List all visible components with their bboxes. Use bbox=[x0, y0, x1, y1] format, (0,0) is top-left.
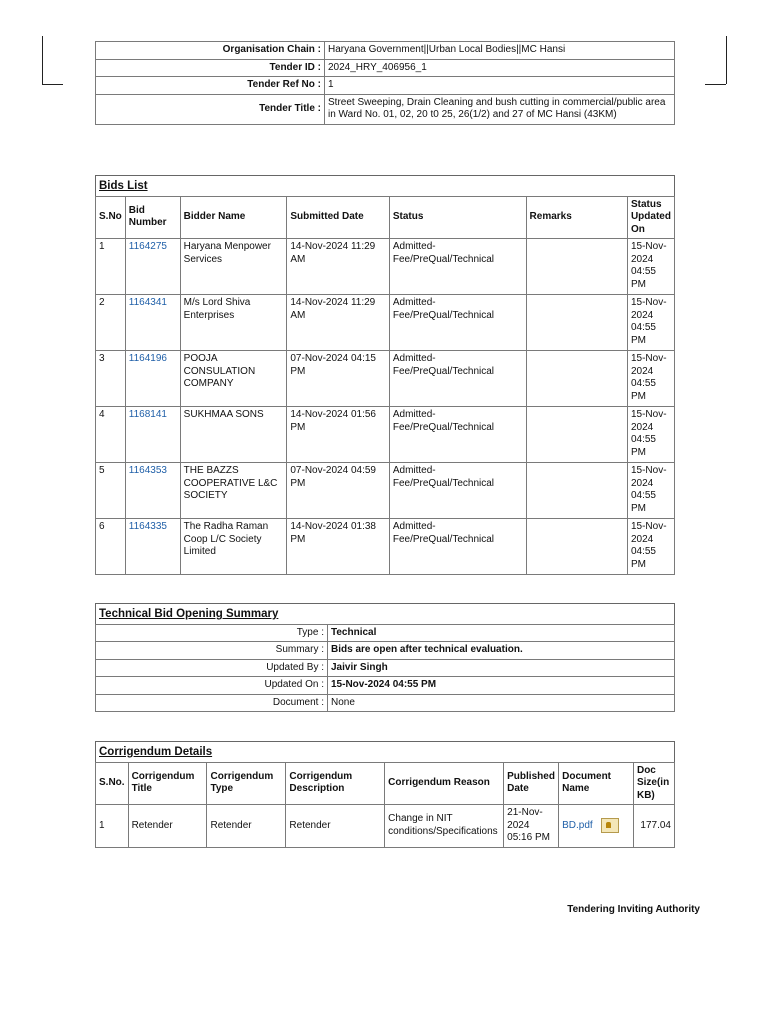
corr-description: Retender bbox=[286, 805, 385, 848]
col-bidder-name: Bidder Name bbox=[180, 196, 287, 239]
table-row bbox=[96, 295, 675, 351]
corr-doc-size: 177.04 bbox=[633, 805, 674, 848]
bid-status: Admitted-Fee/PreQual/Technical bbox=[389, 239, 526, 295]
tech-document-value: None bbox=[328, 694, 675, 712]
submitted-date: 07-Nov-2024 04:15 PM bbox=[287, 351, 389, 407]
col-corr-reason: Corrigendum Reason bbox=[385, 762, 504, 805]
tender-id-value: 2024_HRY_406956_1 bbox=[325, 59, 675, 77]
col-remarks: Remarks bbox=[526, 196, 627, 239]
col-sno: S.No bbox=[96, 196, 126, 239]
bid-status: Admitted-Fee/PreQual/Technical bbox=[389, 407, 526, 463]
bid-status: Admitted-Fee/PreQual/Technical bbox=[389, 519, 526, 575]
bid-remarks bbox=[526, 407, 627, 463]
bids-list-title-cell bbox=[96, 176, 675, 197]
technical-summary-title: Technical Bid Opening Summary bbox=[99, 608, 279, 620]
col-corr-sno: S.No. bbox=[96, 762, 129, 805]
bid-number-link[interactable]: 1168141 bbox=[128, 409, 167, 420]
bidder-name: POOJA CONSULATION COMPANY bbox=[180, 351, 287, 407]
col-status-updated: Status Updated On bbox=[627, 196, 674, 239]
crop-mark-left-vertical bbox=[42, 36, 43, 84]
tech-type-value: Technical bbox=[328, 624, 675, 642]
table-row bbox=[96, 351, 675, 407]
tech-updated-on-value: 15-Nov-2024 04:55 PM bbox=[328, 677, 675, 695]
tender-title-label: Tender Title : bbox=[96, 94, 325, 124]
tech-type-label: Type : bbox=[96, 624, 328, 642]
org-chain-row bbox=[96, 42, 675, 60]
table-row bbox=[96, 239, 675, 295]
document-link[interactable]: BD.pdf bbox=[562, 820, 593, 832]
bid-number-link[interactable]: 1164335 bbox=[128, 521, 167, 532]
status-updated-on: 15-Nov-2024 04:55 PM bbox=[627, 407, 674, 463]
bid-number-link[interactable]: 1164353 bbox=[128, 465, 167, 476]
certificate-icon[interactable] bbox=[601, 818, 619, 833]
tender-id-row bbox=[96, 59, 675, 77]
corr-sno: 1 bbox=[96, 805, 129, 848]
col-corr-type: Corrigendum Type bbox=[207, 762, 286, 805]
col-corr-title: Corrigendum Title bbox=[128, 762, 207, 805]
col-bid-number: Bid Number bbox=[125, 196, 180, 239]
col-submitted-date: Submitted Date bbox=[287, 196, 389, 239]
crop-mark-left-horizontal bbox=[42, 84, 63, 85]
table-row bbox=[96, 805, 675, 848]
tender-id-label: Tender ID : bbox=[96, 59, 325, 77]
corrigendum-table bbox=[95, 741, 675, 848]
bid-sno: 3 bbox=[96, 351, 126, 407]
bid-remarks bbox=[526, 295, 627, 351]
bidder-name: SUKHMAA SONS bbox=[180, 407, 287, 463]
submitted-date: 14-Nov-2024 01:56 PM bbox=[287, 407, 389, 463]
bid-remarks bbox=[526, 351, 627, 407]
tender-ref-value: 1 bbox=[325, 77, 675, 95]
corr-document-cell bbox=[559, 805, 634, 848]
corr-type: Retender bbox=[207, 805, 286, 848]
bids-list-table bbox=[95, 175, 675, 575]
tender-info-table bbox=[95, 41, 675, 125]
table-row bbox=[96, 519, 675, 575]
status-updated-on: 15-Nov-2024 04:55 PM bbox=[627, 351, 674, 407]
bidder-name: The Radha Raman Coop L/C Society Limited bbox=[180, 519, 287, 575]
bidder-name: M/s Lord Shiva Enterprises bbox=[180, 295, 287, 351]
technical-summary-title-cell bbox=[96, 604, 675, 625]
tech-updated-by-label: Updated By : bbox=[96, 659, 328, 677]
bid-remarks bbox=[526, 463, 627, 519]
bids-header-row bbox=[96, 196, 675, 239]
table-row bbox=[96, 407, 675, 463]
corr-published-date: 21-Nov-2024 05:16 PM bbox=[504, 805, 559, 848]
tender-title-value: Street Sweeping, Drain Cleaning and bush cutting in commercial/public area in Ward No. 01, 02, 20 t0 25, 26(1/2) and 27 of MC Hansi (43KM) bbox=[325, 94, 675, 124]
status-updated-on: 15-Nov-2024 04:55 PM bbox=[627, 463, 674, 519]
col-corr-document: Document Name bbox=[559, 762, 634, 805]
submitted-date: 14-Nov-2024 11:29 AM bbox=[287, 295, 389, 351]
status-updated-on: 15-Nov-2024 04:55 PM bbox=[627, 295, 674, 351]
tech-updated-by-value: Jaivir Singh bbox=[328, 659, 675, 677]
tech-summary-row bbox=[96, 642, 675, 660]
tech-updated-on-label: Updated On : bbox=[96, 677, 328, 695]
table-row bbox=[96, 463, 675, 519]
col-corr-size: Doc Size(in KB) bbox=[633, 762, 674, 805]
corrigendum-header-row bbox=[96, 762, 675, 805]
tech-document-row bbox=[96, 694, 675, 712]
bid-number-link[interactable]: 1164196 bbox=[128, 353, 167, 364]
corrigendum-title-cell bbox=[96, 742, 675, 763]
bid-sno: 6 bbox=[96, 519, 126, 575]
bid-number-link[interactable]: 1164341 bbox=[128, 297, 167, 308]
bids-list-title: Bids List bbox=[99, 180, 148, 192]
bid-sno: 5 bbox=[96, 463, 126, 519]
tech-updated-by-row bbox=[96, 659, 675, 677]
org-chain-value: Haryana Government||Urban Local Bodies||MC Hansi bbox=[325, 42, 675, 60]
technical-summary-table bbox=[95, 603, 675, 712]
corr-reason: Change in NIT conditions/Specifications bbox=[385, 805, 504, 848]
bid-sno: 1 bbox=[96, 239, 126, 295]
submitted-date: 07-Nov-2024 04:59 PM bbox=[287, 463, 389, 519]
bidder-name: Haryana Menpower Services bbox=[180, 239, 287, 295]
org-chain-label: Organisation Chain : bbox=[96, 42, 325, 60]
tender-ref-label: Tender Ref No : bbox=[96, 77, 325, 95]
tech-summary-label: Summary : bbox=[96, 642, 328, 660]
tech-document-label: Document : bbox=[96, 694, 328, 712]
tech-type-row bbox=[96, 624, 675, 642]
corrigendum-title: Corrigendum Details bbox=[99, 746, 213, 758]
tender-ref-row bbox=[96, 77, 675, 95]
bid-sno: 2 bbox=[96, 295, 126, 351]
bid-remarks bbox=[526, 239, 627, 295]
bid-sno: 4 bbox=[96, 407, 126, 463]
tech-updated-on-row bbox=[96, 677, 675, 695]
bid-status: Admitted-Fee/PreQual/Technical bbox=[389, 295, 526, 351]
bid-status: Admitted-Fee/PreQual/Technical bbox=[389, 351, 526, 407]
submitted-date: 14-Nov-2024 11:29 AM bbox=[287, 239, 389, 295]
corr-title: Retender bbox=[128, 805, 207, 848]
crop-mark-right-vertical bbox=[726, 36, 727, 84]
col-status: Status bbox=[389, 196, 526, 239]
tendering-authority-label: Tendering Inviting Authority bbox=[567, 904, 700, 915]
bidder-name: THE BAZZS COOPERATIVE L&C SOCIETY bbox=[180, 463, 287, 519]
col-corr-description: Corrigendum Description bbox=[286, 762, 385, 805]
status-updated-on: 15-Nov-2024 04:55 PM bbox=[627, 239, 674, 295]
bid-remarks bbox=[526, 519, 627, 575]
col-corr-published: Published Date bbox=[504, 762, 559, 805]
status-updated-on: 15-Nov-2024 04:55 PM bbox=[627, 519, 674, 575]
tender-title-row bbox=[96, 94, 675, 124]
bid-status: Admitted-Fee/PreQual/Technical bbox=[389, 463, 526, 519]
bid-number-link[interactable]: 1164275 bbox=[128, 241, 167, 252]
tech-summary-value: Bids are open after technical evaluation. bbox=[328, 642, 675, 660]
submitted-date: 14-Nov-2024 01:38 PM bbox=[287, 519, 389, 575]
crop-mark-right-horizontal bbox=[705, 84, 726, 85]
